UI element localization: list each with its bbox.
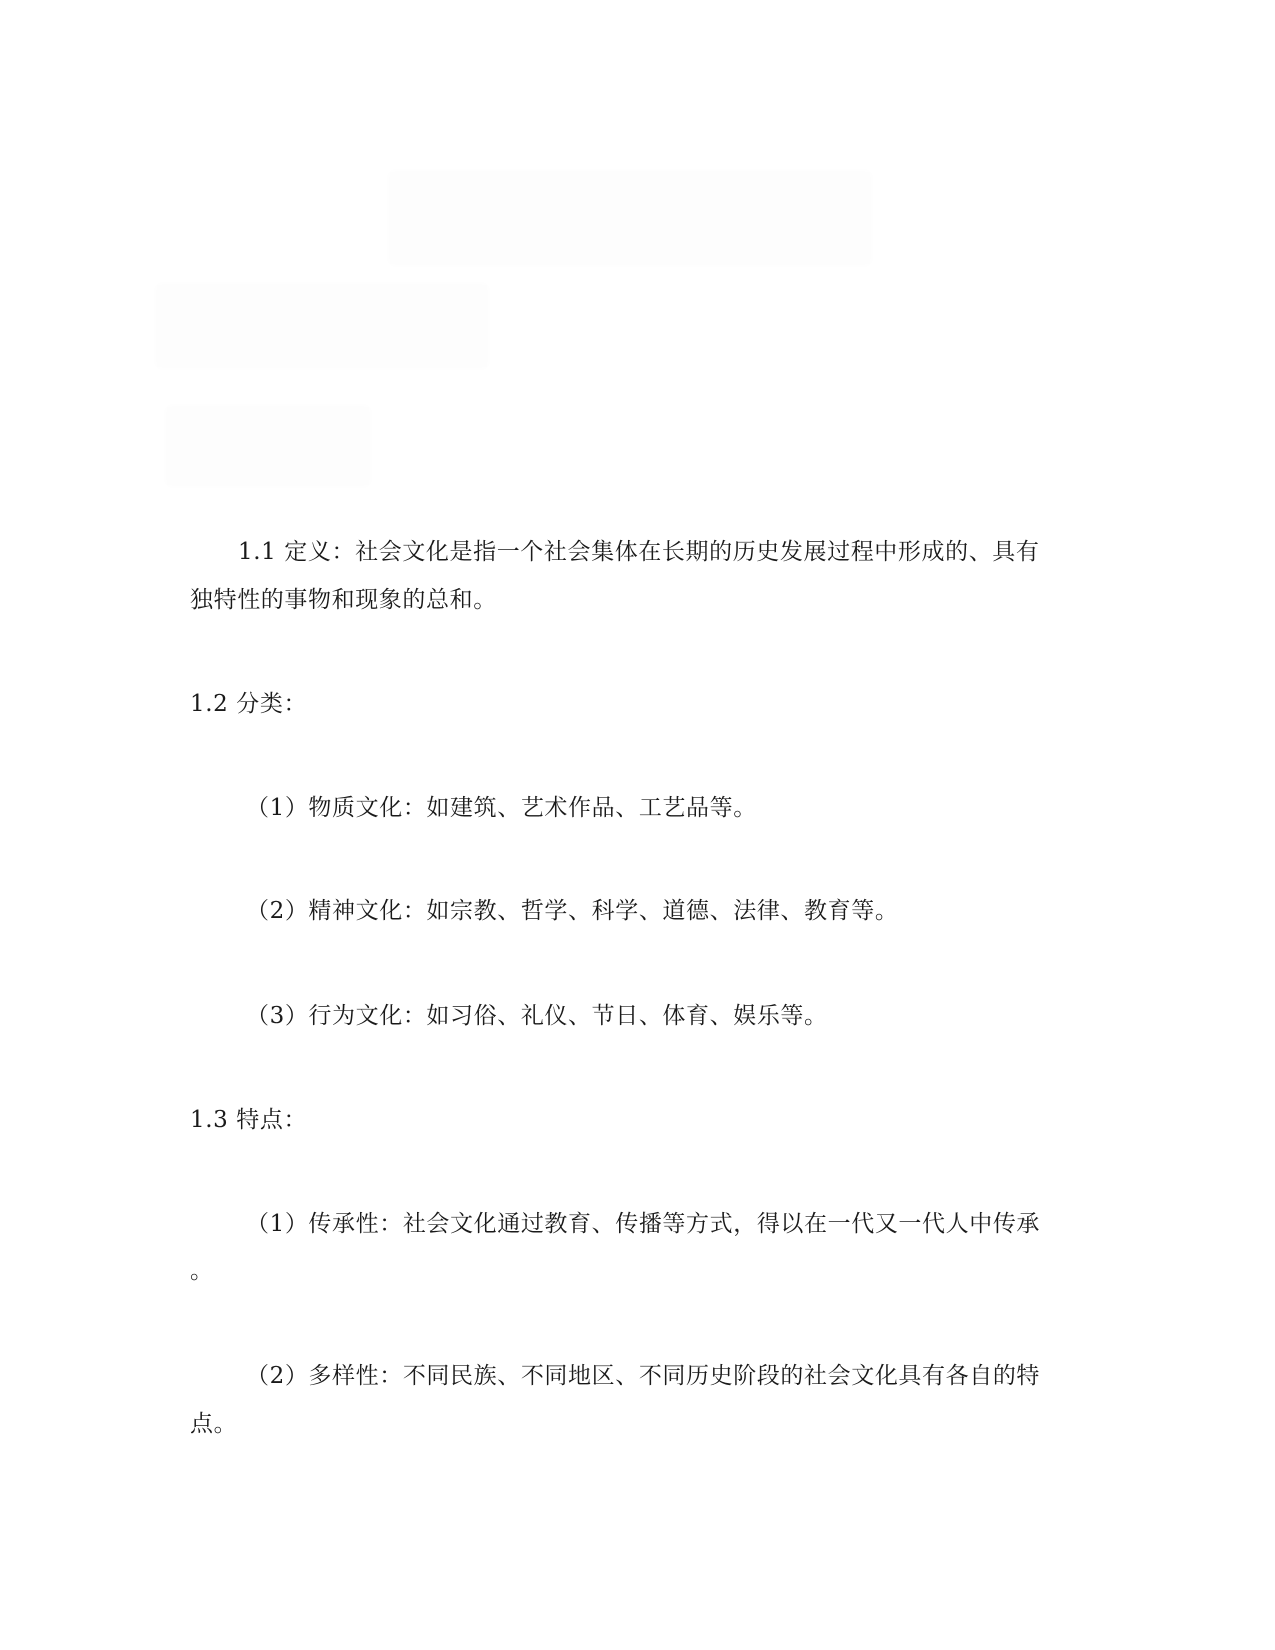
definition-line-1: 1.1 定义：社会文化是指一个社会集体在长期的历史发展过程中形成的、具有 — [238, 539, 1040, 565]
classification-heading: 1.2 分类： — [190, 691, 308, 717]
classification-item-1: （1）物质文化：如建筑、艺术作品、工艺品等。 — [246, 795, 757, 821]
features-heading: 1.3 特点： — [190, 1107, 308, 1133]
blank-heading-block — [167, 407, 369, 485]
classification-item-3: （3）行为文化：如习俗、礼仪、节日、体育、娱乐等。 — [246, 1003, 828, 1029]
feature-item-2-line-1: （2）多样性：不同民族、不同地区、不同历史阶段的社会文化具有各自的特 — [246, 1363, 1041, 1389]
classification-item-2: （2）精神文化：如宗教、哲学、科学、道德、法律、教育等。 — [246, 898, 899, 924]
feature-item-2-line-2: 点。 — [190, 1411, 238, 1437]
feature-item-1-line-1: （1）传承性：社会文化通过教育、传播等方式，得以在一代又一代人中传承 — [246, 1211, 1041, 1237]
definition-line-2: 独特性的事物和现象的总和。 — [190, 587, 497, 613]
blank-subtitle-block — [157, 285, 487, 367]
blank-title-block — [390, 172, 870, 264]
feature-item-1-line-2: 。 — [190, 1258, 214, 1284]
